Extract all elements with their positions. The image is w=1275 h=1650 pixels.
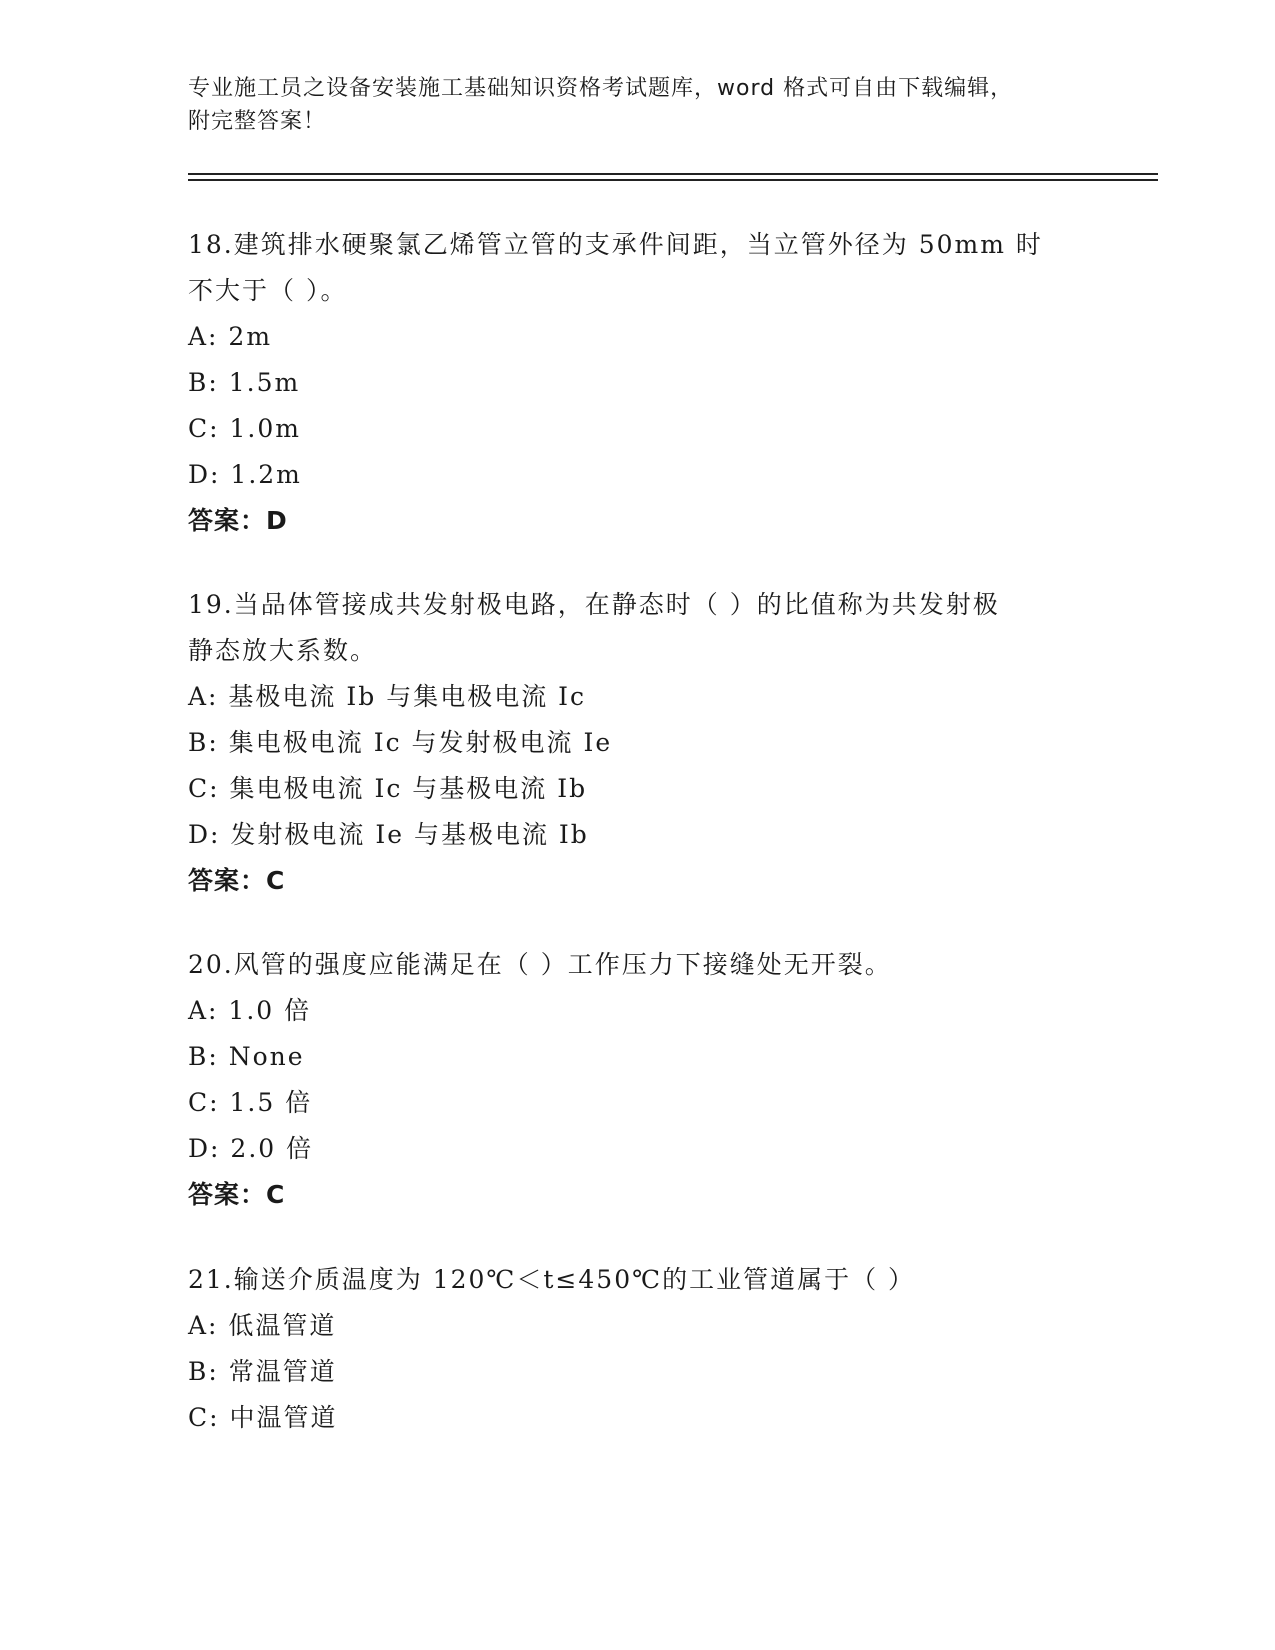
option-a: A: 低温管道 — [188, 1311, 337, 1340]
option-a: A: 基极电流 Ib 与集电极电流 Ic — [188, 682, 587, 711]
question-stem-line: 18.建筑排水硬聚氯乙烯管立管的支承件间距，当立管外径为 50mm 时 — [188, 230, 1043, 259]
question-stem-line: 20.风管的强度应能满足在（ ）工作压力下接缝处无开裂。 — [188, 950, 892, 979]
answer: 答案：C — [188, 1180, 286, 1209]
answer: 答案：D — [188, 506, 288, 535]
option-c: C: 中温管道 — [188, 1403, 338, 1432]
question-stem-line: 不大于（ ）。 — [188, 276, 348, 305]
question-stem-line: 静态放大系数。 — [188, 636, 378, 665]
question-20 — [188, 942, 1088, 1218]
header-line-2: 附完整答案！ — [188, 109, 327, 134]
option-b: B: None — [188, 1042, 305, 1071]
question-stem-line: 19.当品体管接成共发射极电路，在静态时（ ）的比值称为共发射极 — [188, 590, 1000, 619]
option-d: D: 1.2m — [188, 460, 302, 489]
option-b: B: 集电极电流 Ic 与发射极电流 Ie — [188, 728, 613, 757]
header-divider-top — [188, 173, 1158, 175]
option-b: B: 常温管道 — [188, 1357, 337, 1386]
document-header — [188, 72, 1088, 138]
answer: 答案：C — [188, 866, 286, 895]
header-divider-bottom — [188, 179, 1158, 181]
question-21 — [188, 1257, 1088, 1441]
question-18 — [188, 222, 1088, 544]
option-c: C: 1.5 倍 — [188, 1088, 313, 1117]
question-19 — [188, 582, 1088, 904]
option-c: C: 1.0m — [188, 414, 301, 443]
option-d: D: 2.0 倍 — [188, 1134, 314, 1163]
option-a: A: 1.0 倍 — [188, 996, 312, 1025]
option-b: B: 1.5m — [188, 368, 301, 397]
option-d: D: 发射极电流 Ie 与基极电流 Ib — [188, 820, 589, 849]
option-c: C: 集电极电流 Ic 与基极电流 Ib — [188, 774, 588, 803]
header-line-1: 专业施工员之设备安装施工基础知识资格考试题库，word 格式可自由下载编辑， — [188, 76, 1014, 101]
question-stem-line: 21.输送介质温度为 120℃＜t≤450℃的工业管道属于（ ） — [188, 1265, 916, 1294]
option-a: A: 2m — [188, 322, 273, 351]
